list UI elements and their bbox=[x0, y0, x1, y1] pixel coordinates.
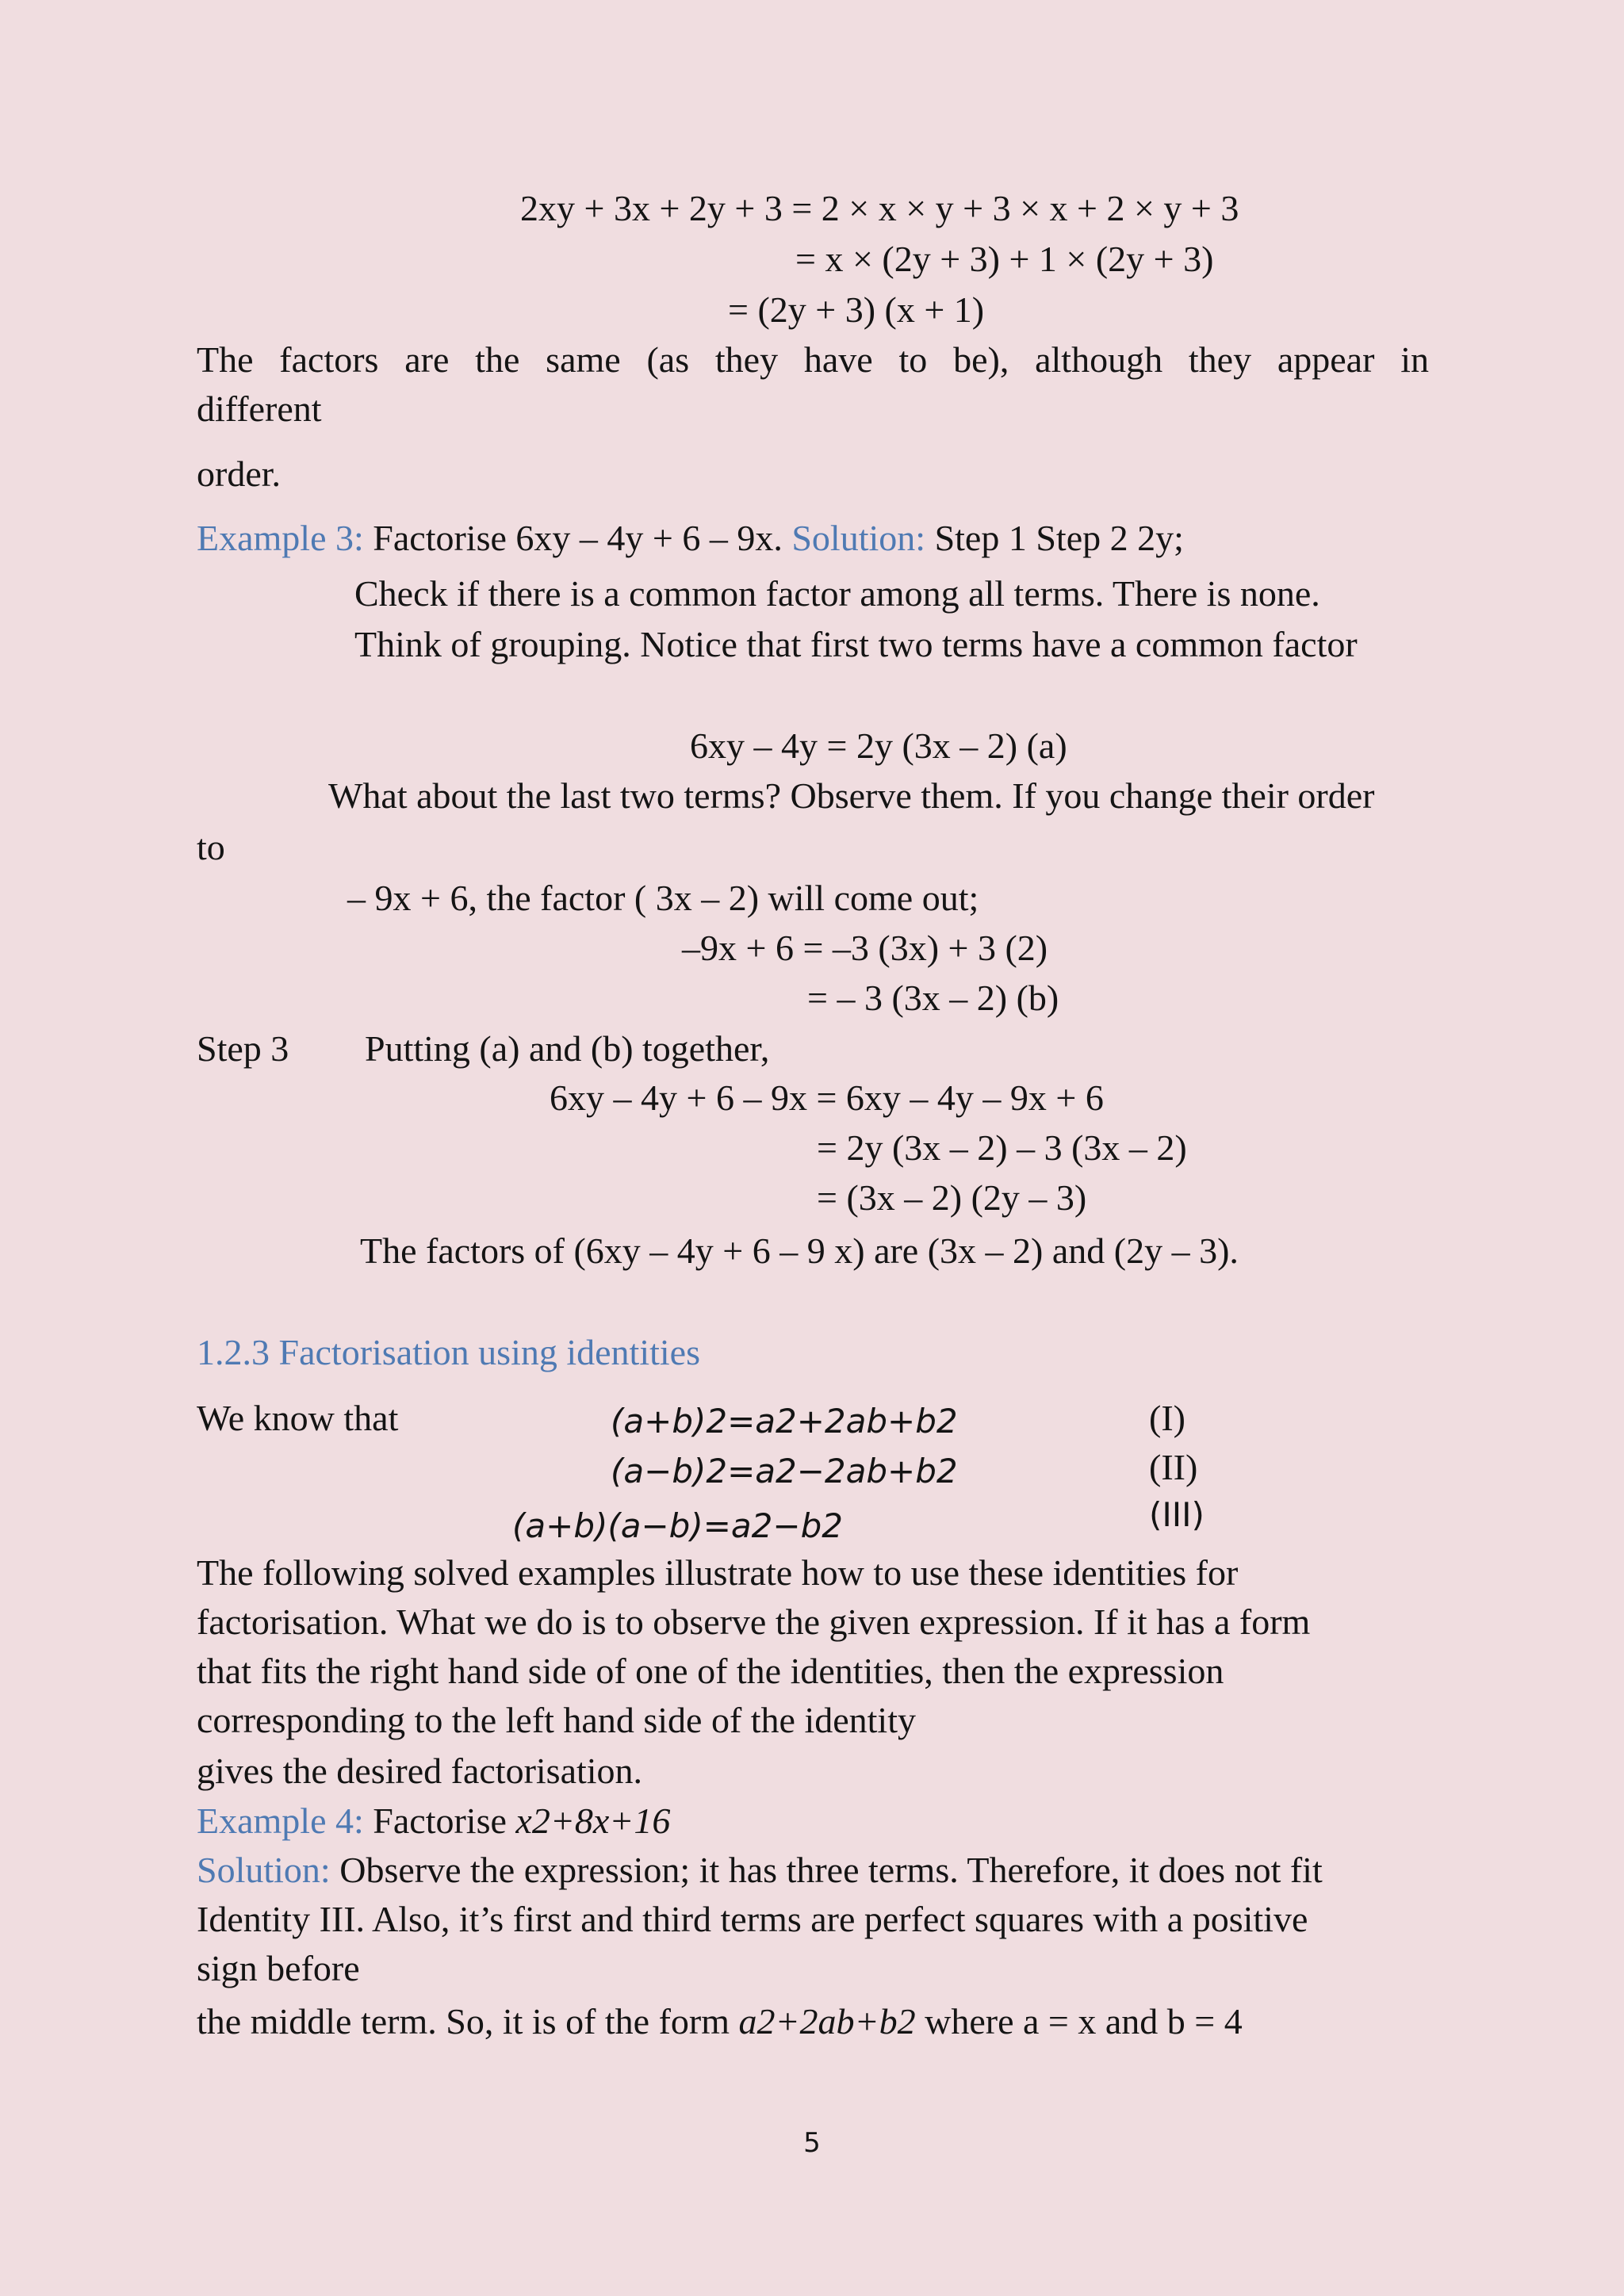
example-text: Factorise 6xy – 4y + 6 – 9x. bbox=[363, 518, 792, 558]
identity-tag: (I) bbox=[1149, 1398, 1185, 1438]
equation-line: = (3x – 2) (2y – 3) bbox=[817, 1177, 1087, 1218]
paragraph-line: order. bbox=[197, 453, 282, 494]
solution-text: Observe the expression; it has three terms. Therefore, it does not fit bbox=[330, 1850, 1323, 1890]
solution-text: the middle term. So, it is of the form bbox=[197, 2001, 739, 2042]
example-text: Factorise bbox=[363, 1800, 516, 1841]
example-label: Example 3: bbox=[197, 518, 364, 558]
paragraph-line: that fits the right hand side of one of the identities, then the expression bbox=[197, 1651, 1224, 1691]
paragraph-line: factorisation. What we do is to observe the given expression. If it has a form bbox=[197, 1601, 1311, 1642]
solution-line bbox=[197, 2000, 1243, 2043]
step-line: to bbox=[197, 827, 225, 867]
paragraph-line: different bbox=[197, 388, 322, 429]
identity-tag: (III) bbox=[1149, 1495, 1205, 1534]
equation-line: 6xy – 4y = 2y (3x – 2) (a) bbox=[690, 725, 1067, 766]
solution-text: Step 1 Step 2 2y; bbox=[925, 518, 1184, 558]
expression: x2+8x+16 bbox=[515, 1800, 671, 1841]
paragraph-line: corresponding to the left hand side of the identity bbox=[197, 1700, 916, 1740]
step-line: – 9x + 6, the factor ( 3x – 2) will come out; bbox=[347, 878, 979, 918]
step-line: Think of grouping. Notice that first two terms have a common factor bbox=[354, 624, 1358, 664]
solution-label: Solution: bbox=[197, 1850, 331, 1890]
paragraph-line: The factors are the same (as they have to be), although they appear in bbox=[197, 339, 1429, 380]
identity-1: (a+b)2=a2+2ab+b2 bbox=[611, 1402, 958, 1441]
step-line: Check if there is a common factor among all terms. There is none. bbox=[354, 573, 1320, 614]
paragraph-line: gives the desired factorisation. bbox=[197, 1751, 643, 1791]
paragraph-line: The following solved examples illustrate how to use these identities for bbox=[197, 1552, 1239, 1593]
example-3-heading bbox=[197, 517, 1184, 560]
identity-3: (a+b)(a−b)=a2−b2 bbox=[512, 1506, 843, 1545]
section-heading: 1.2.3 Factorisation using identities bbox=[197, 1332, 700, 1372]
paragraph-line: We know that bbox=[197, 1398, 399, 1438]
expression: a2+2ab+b2 bbox=[738, 2001, 916, 2042]
solution-text: where a = x and b = 4 bbox=[915, 2001, 1243, 2042]
equation-line: –9x + 6 = –3 (3x) + 3 (2) bbox=[682, 928, 1048, 968]
equation-line: 6xy – 4y + 6 – 9x = 6xy – 4y – 9x + 6 bbox=[550, 1077, 1104, 1118]
equation-line: = (2y + 3) (x + 1) bbox=[728, 289, 985, 330]
example-label: Example 4: bbox=[197, 1800, 364, 1841]
solution-label: Solution: bbox=[791, 518, 926, 558]
equation-line: = – 3 (3x – 2) (b) bbox=[807, 978, 1059, 1018]
step-line: What about the last two terms? Observe them. If you change their order bbox=[328, 775, 1375, 816]
equation-line: 2xy + 3x + 2y + 3 = 2 × x × y + 3 × x + 2 × y + 3 bbox=[520, 188, 1239, 228]
identity-2: (a−b)2=a2−2ab+b2 bbox=[611, 1452, 958, 1490]
conclusion-line: The factors of (6xy – 4y + 6 – 9 x) are (3x – 2) and (2y – 3). bbox=[360, 1230, 1239, 1271]
solution-line bbox=[197, 1849, 1323, 1892]
equation-line: = x × (2y + 3) + 1 × (2y + 3) bbox=[795, 239, 1214, 279]
step-3-label: Step 3 bbox=[197, 1028, 289, 1069]
example-4-heading bbox=[197, 1800, 670, 1843]
solution-line: Identity III. Also, it’s first and third terms are perfect squares with a positive bbox=[197, 1899, 1308, 1939]
solution-line: sign before bbox=[197, 1948, 360, 1988]
step-line: Putting (a) and (b) together, bbox=[365, 1028, 770, 1069]
page-number: 5 bbox=[803, 2127, 821, 2159]
identity-tag: (II) bbox=[1149, 1447, 1198, 1487]
equation-line: = 2y (3x – 2) – 3 (3x – 2) bbox=[817, 1127, 1187, 1168]
